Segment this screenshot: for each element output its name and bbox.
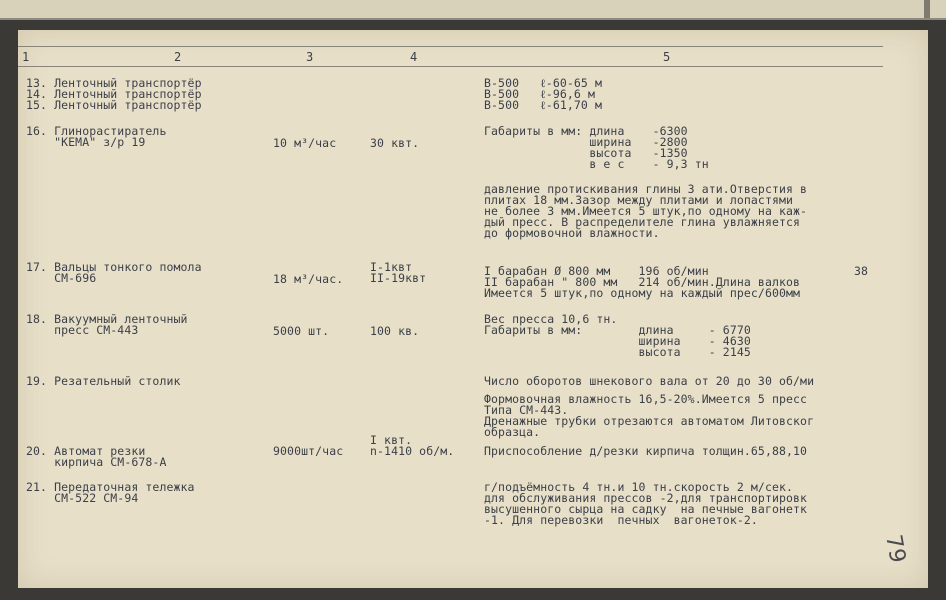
row-20-spec: Приспособление д/резки кирпича толщин.65,88,10 [484,444,808,458]
row-17-power: I-1квт II-19квт [370,260,427,285]
row-16-name: 16. Глинорастиратель "КЕМА" з/р 19 [26,124,167,149]
row-15-name: 15. Ленточный транспортёр [26,98,202,112]
binder-strip [0,0,946,20]
row-13-name: 13. Ленточный транспортёр [26,76,202,90]
row-17-capacity: 18 м³/час. [273,272,344,286]
column-header-3: 3 [306,50,314,64]
header-rule-bottom [18,66,883,67]
header-rule-top [18,46,883,47]
row-18-spec: Вес пресса 10,6 тн. Габариты в мм: длина - 6770 ширина - 4630 высота - 2145 [484,312,751,359]
row-19-name: 19. Резательный столик [26,374,181,388]
row-19-notes: Формовочная влажность 16,5-20%.Имеется 5 пресс Типа СМ-443. Дренажные трубки отрезаются автоматом Литовског образца. [484,392,815,439]
row-21-spec: г/подъёмность 4 тн.и 10 тн.скорость 2 м/сек. для обслуживания прессов -2,для транспортировк высушенного сырца на садку на печные вагонетк -1. Для перевозки печных вагонеток-2. [484,480,808,527]
row-17-spec: I барабан Ø 800 мм 196 об/мин II барабан " 800 мм 214 об/мин.Длина валков Имеется 5 штук,по одному на каждый прес/600мм [484,264,801,300]
row-14-name: 14. Ленточный транспортёр [26,87,202,101]
row-16-power: 30 квт. [370,136,420,150]
column-header-5: 5 [663,50,671,64]
row-14-spec: В-500 ℓ-96,6 м [484,87,595,101]
row-18-power: 100 кв. [370,324,420,338]
row-20-name: 20. Автомат резки кирпича СМ-678-А [26,444,167,469]
row-15-spec: В-500 ℓ-61,70 м [484,98,602,112]
document-page [18,30,928,588]
page-number: 79 [880,532,910,565]
row-17-name: 17. Вальцы тонкого помола СМ-696 [26,260,202,285]
column-header-1: 1 [22,50,30,64]
row-21-name: 21. Передаточная тележка СМ-522 СМ-94 [26,480,195,505]
column-header-2: 2 [174,50,182,64]
margin-note: 38 [854,264,869,278]
row-18-capacity: 5000 шт. [273,324,330,338]
row-19-spec: Число оборотов шнекового вала от 20 до 30 об/ми [484,374,815,388]
column-header-4: 4 [410,50,418,64]
row-16-capacity: 10 м³/час [273,136,337,150]
row-20-power: I квт. n-1410 об/м. [370,433,455,458]
binder-edge [924,0,930,18]
row-20-capacity: 9000шт/час [273,444,344,458]
row-16-spec: Габариты в мм: длина -6300 ширина -2800 высота -1350 в е с - 9,3 тн [484,124,709,171]
row-13-spec: В-500 ℓ-60-65 м [484,76,602,90]
row-16-notes: давление протискивания глины 3 ати.Отверстия в плитах 18 мм.Зазор между плитами и лопастями не более 3 мм.Имеется 5 штук,по одному на каж- дый пресс. В распределителе глина увлажняется до формовочной влажности. [484,182,808,240]
row-18-name: 18. Вакуумный ленточный пресс СМ-443 [26,312,188,337]
